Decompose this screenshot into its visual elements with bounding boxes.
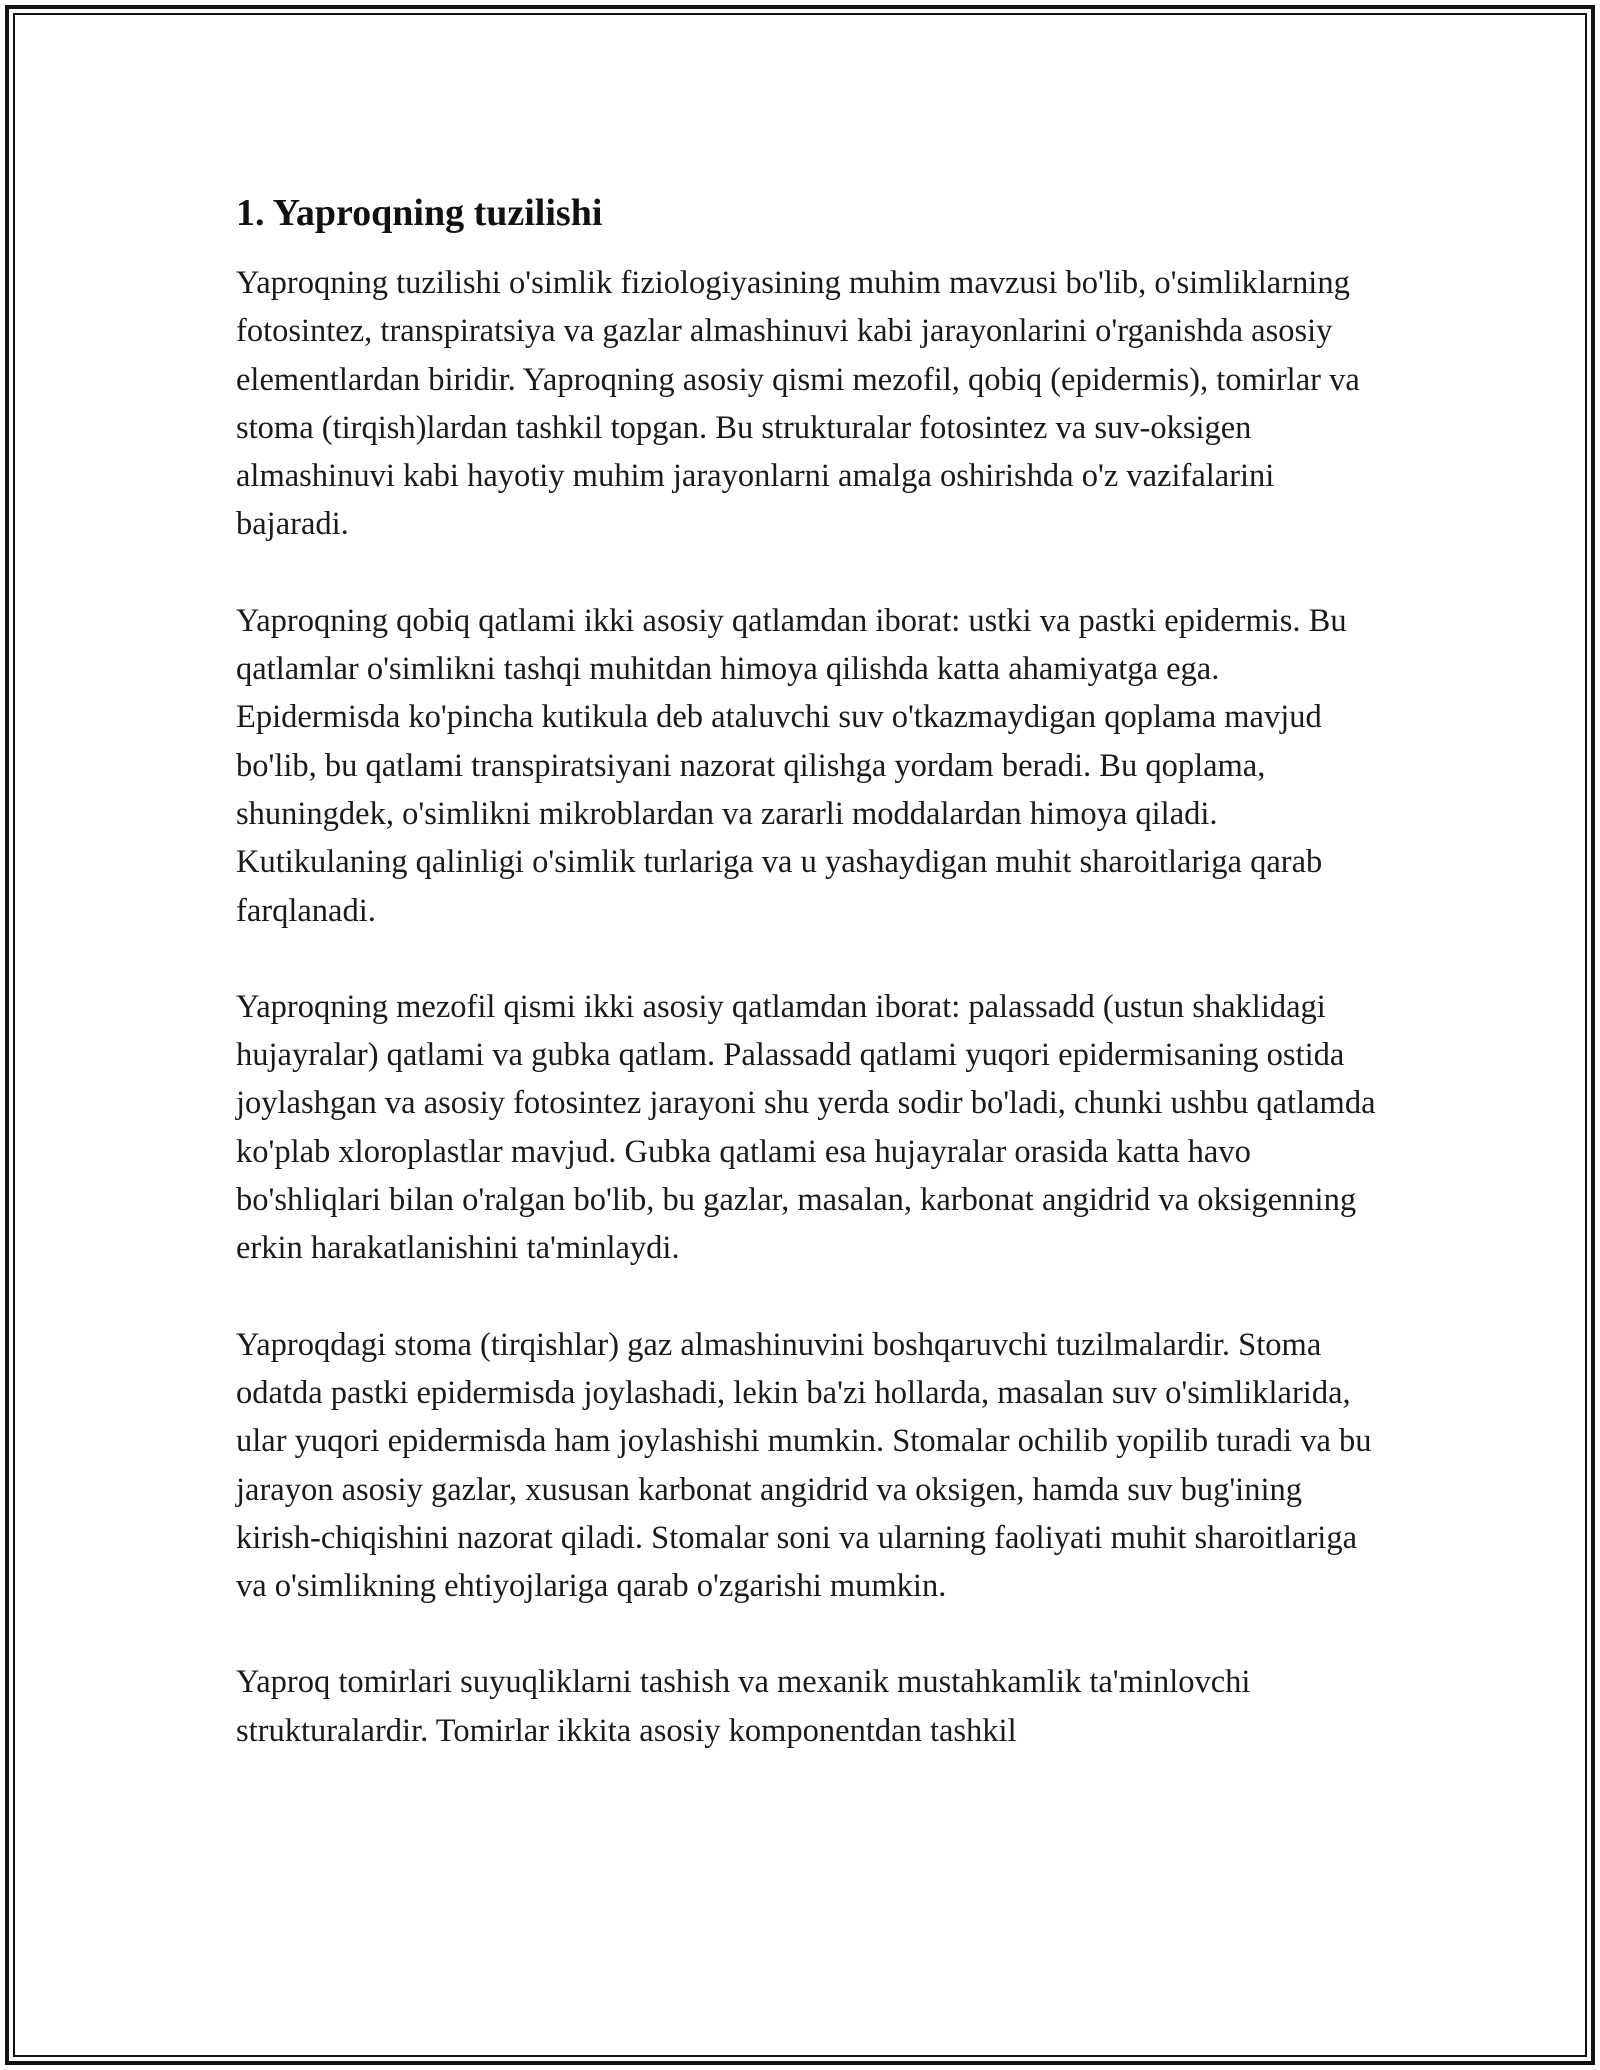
paragraph-leaf-structure-intro: Yaproqning tuzilishi o'simlik fiziologiyasining muhim mavzusi bo'lib, o'simliklarning fotosintez, transpiratsiya va gazlar almashinuvi kabi jarayonlarini o'rganishda asosiy elementlardan biridir. Yaproqning asosiy qismi mezofil, qobiq (epidermis), tomirlar va stoma (tirqish)lardan tashkil topgan. Bu strukturalar fotosintez va suv-oksigen almashinuvi kabi hayotiy muhim jarayonlarni amalga oshirishda o'z vazifalarini bajaradi. xyxy=(236,265,1360,543)
paragraph-mesophyll: Yaproqning mezofil qismi ikki asosiy qatlamdan iborat: palassadd (ustun shaklidagi hujayralar) qatlami va gubka qatlam. Palassadd qatlami yuqori epidermisaning ostida joylashgan va asosiy fotosintez jarayoni shu yerda sodir bo'ladi, chunki ushbu qatlamda ko'plab xloroplastlar mavjud. Gubka qatlami esa hujayralar orasida katta havo bo'shliqlari bilan o'ralgan bo'lib, bu gazlar, masalan, karbonat angidrid va oksigenning erkin harakatlanishini ta'minlaydi. xyxy=(236,988,1376,1267)
paragraph-stomata: Yaproqdagi stoma (tirqishlar) gaz almashinuvini boshqaruvchi tuzilmalardir. Stoma odatda pastki epidermisda joylashadi, lekin ba'zi hollarda, masalan suv o'simliklarida, ular yuqori epidermisda ham joylashishi mumkin. Stomalar ochilib yopilib turadi va bu jarayon asosiy gazlar, xususan karbonat angidrid va oksigen, hamda suv bug'ining kirish-chiqishini nazorat qiladi. Stomalar soni va ularning faoliyati muhit sharoitlariga va o'simlikning ehtiyojlariga qarab o'zgarishi mumkin. xyxy=(236,1326,1372,1605)
document-body xyxy=(236,188,1376,1755)
paragraph-epidermis: Yaproqning qobiq qatlami ikki asosiy qatlamdan iborat: ustki va pastki epidermis. Bu qatlamlar o'simlikni tashqi muhitdan himoya qilishda katta ahamiyatga ega. Epidermisda ko'pincha kutikula deb ataluvchi suv o'tkazmaydigan qoplama mavjud bo'lib, bu qatlami transpiratsiyani nazorat qilishga yordam beradi. Bu qoplama, shuningdek, o'simlikni mikroblardan va zararli moddalardan himoya qiladi. Kutikulaning qalinligi o'simlik turlariga va u yashaydigan muhit sharoitlariga qarab farqlanadi. xyxy=(236,602,1347,929)
paragraph-veins: Yaproq tomirlari suyuqliklarni tashish va mexanik mustahkamlik ta'minlovchi strukturalardir. Tomirlar ikkita asosiy komponentdan tashkil xyxy=(236,1664,1251,1749)
section-heading: 1. Yaproqning tuzilishi xyxy=(236,192,603,234)
